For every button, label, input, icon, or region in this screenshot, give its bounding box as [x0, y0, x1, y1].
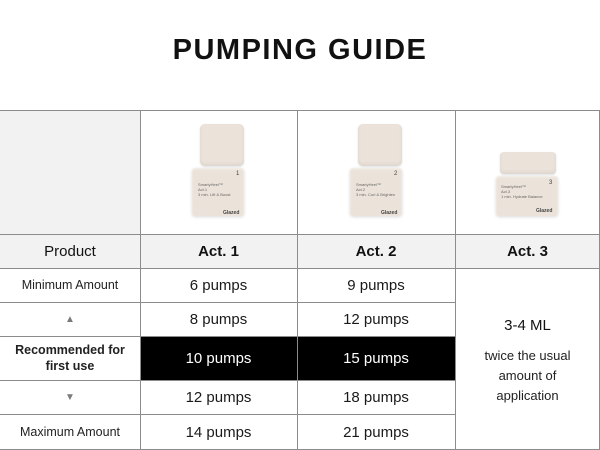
cell-act2-step-up: 12 pumps	[343, 310, 409, 328]
row-label-minimum: Minimum Amount	[21, 278, 119, 292]
product-image-act3: SmartyHeel™ Act.3 1 min. Hydrate Balance 3 Glazed	[496, 152, 558, 216]
cell-act2-recommended: 15 pumps	[297, 336, 455, 380]
act3-note: twice the usual amount of application	[484, 347, 571, 403]
grid-line	[0, 336, 455, 337]
row-label-maximum: Maximum Amount	[19, 425, 121, 439]
down-arrow-icon: ▼	[65, 391, 75, 403]
corner-cell	[0, 110, 140, 234]
grid-line	[0, 380, 455, 381]
grid-line	[297, 110, 298, 450]
grid-line	[0, 268, 600, 269]
grid-line	[0, 110, 600, 111]
column-header-act2: Act. 2	[297, 234, 455, 268]
column-header-act3: Act. 3	[455, 234, 600, 268]
act3-amount: 3-4 ML	[504, 316, 551, 334]
grid-line	[0, 234, 600, 235]
grid-line	[140, 110, 141, 450]
column-header-act1: Act. 1	[140, 234, 297, 268]
act3-amount-cell	[455, 268, 600, 450]
cell-act1-step-down: 12 pumps	[185, 388, 252, 406]
product-image-act1: SmartyHeel™ Act.1 3 min. Lift & Boost 1 Glazed	[190, 124, 246, 216]
up-arrow-icon: ▲	[65, 313, 75, 325]
grid-line	[455, 110, 456, 450]
cell-act2-maximum: 21 pumps	[343, 423, 409, 441]
cell-act1-maximum: 14 pumps	[185, 423, 252, 441]
product-label: Product	[0, 234, 140, 268]
pumping-table	[0, 110, 600, 450]
grid-line	[0, 414, 455, 415]
grid-line	[0, 302, 455, 303]
row-label-recommended: Recommended for first use	[15, 343, 125, 373]
cell-act1-step-up: 8 pumps	[189, 310, 248, 328]
cell-act2-step-down: 18 pumps	[343, 388, 409, 406]
cell-act2-minimum: 9 pumps	[347, 276, 405, 294]
cell-act1-recommended: 10 pumps	[140, 336, 297, 380]
product-image-act2: SmartyHeel™ Act.2 3 min. Curl & Brighten 2 Glazed	[348, 124, 404, 216]
page-title: PUMPING GUIDE	[172, 34, 428, 66]
cell-act1-minimum: 6 pumps	[189, 276, 248, 294]
